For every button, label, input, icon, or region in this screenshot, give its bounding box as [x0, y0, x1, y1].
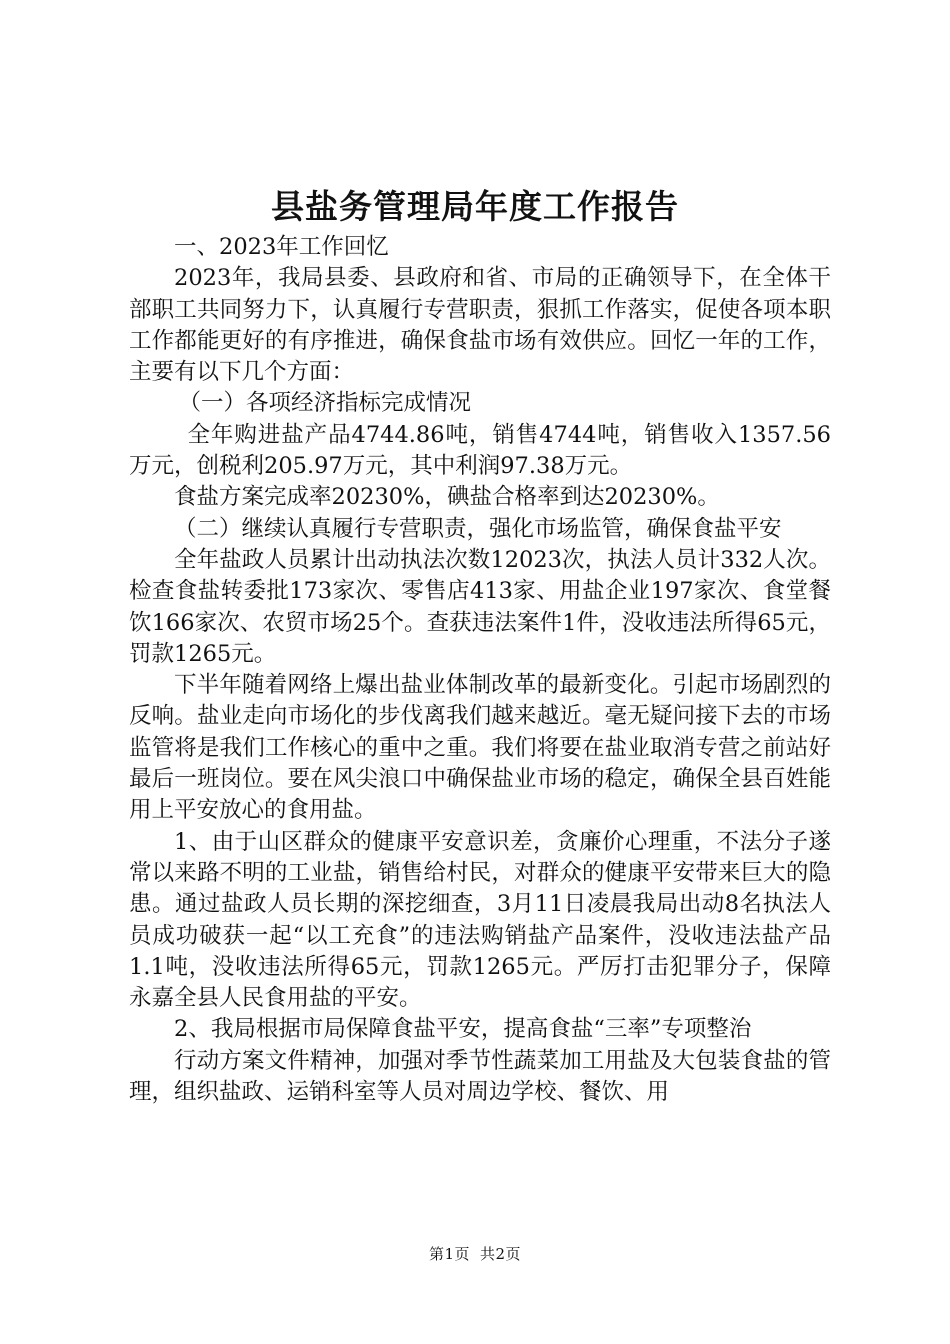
document-title: 县盐务管理局年度工作报告 [271, 187, 679, 226]
section-heading-review: 一、2023年工作回忆 [174, 234, 389, 260]
subsection-heading-economic: （一）各项经济指标完成情况 [178, 390, 472, 417]
paragraph-intro: 2023年，我局县委、县政府和省、市局的正确领导下，在全体干部职工共同努力下，认真履行专营职责，狠抓工作落实，促使各项本职工作都能更好的有序推进，确保食盐市场有效供应。回忆一年的工作，主要有以下几个方面： [129, 265, 831, 386]
paragraph-reform: 下半年随着网络上爆出盐业体制改革的最新变化。引起市场剧烈的反响。盐业走向市场化的步伐离我们越来越近。毫无疑问接下去的市场监管将是我们工作核心的重中之重。我们将要在盐业取消专营之前站好最后一班岗位。要在风尖浪口中确保盐业市场的稳定，确保全县百姓能用上平安放心的食用盐。 [129, 672, 831, 824]
paragraph-action-plan: 行动方案文件精神，加强对季节性蔬菜加工用盐及大包装食盐的管理，组织盐政、运销科室等人员对周边学校、餐饮、用 [129, 1047, 831, 1106]
paragraph-economic-figures: 全年购进盐产品4744.86吨，销售4744吨，销售收入1357.56万元，创税利205.97万元，其中利润97.38万元。 [129, 421, 831, 480]
paragraph-completion-rate: 食盐方案完成率20230%，碘盐合格率到达20230%。 [174, 484, 720, 511]
subsection-heading-supervision: （二）继续认真履行专营职责，强化市场监管，确保食盐平安 [174, 515, 782, 542]
page-footer [0, 1244, 950, 1264]
page-total: 共2页 [480, 1245, 522, 1263]
paragraph-enforcement: 全年盐政人员累计出动执法次数12023次，执法人员计332人次。检查食盐转委批173家次、零售店413家、用盐企业197家次、食堂餐饮166家次、农贸市场25个。查获违法案件1件，没收违法所得65元，罚款1265元。 [129, 546, 831, 667]
page-number: 第1页 [428, 1245, 470, 1263]
paragraph-item-2: 2、我局根据市局保障食盐平安，提高食盐“三率”专项整治 [174, 1016, 752, 1043]
paragraph-item-1: 1、由于山区群众的健康平安意识差，贪廉价心理重，不法分子遂常以来路不明的工业盐，销售给村民，对群众的健康平安带来巨大的隐患。通过盐政人员长期的深挖细查，3月11日凌晨我局出动8名执法人员成功破获一起“以工充食”的违法购销盐产品案件，没收违法盐产品1.1吨，没收违法所得65元，罚款1265元。严厉打击犯罪分子，保障永嘉全县人民食用盐的平安。 [129, 828, 831, 1012]
document-body [129, 232, 831, 1108]
